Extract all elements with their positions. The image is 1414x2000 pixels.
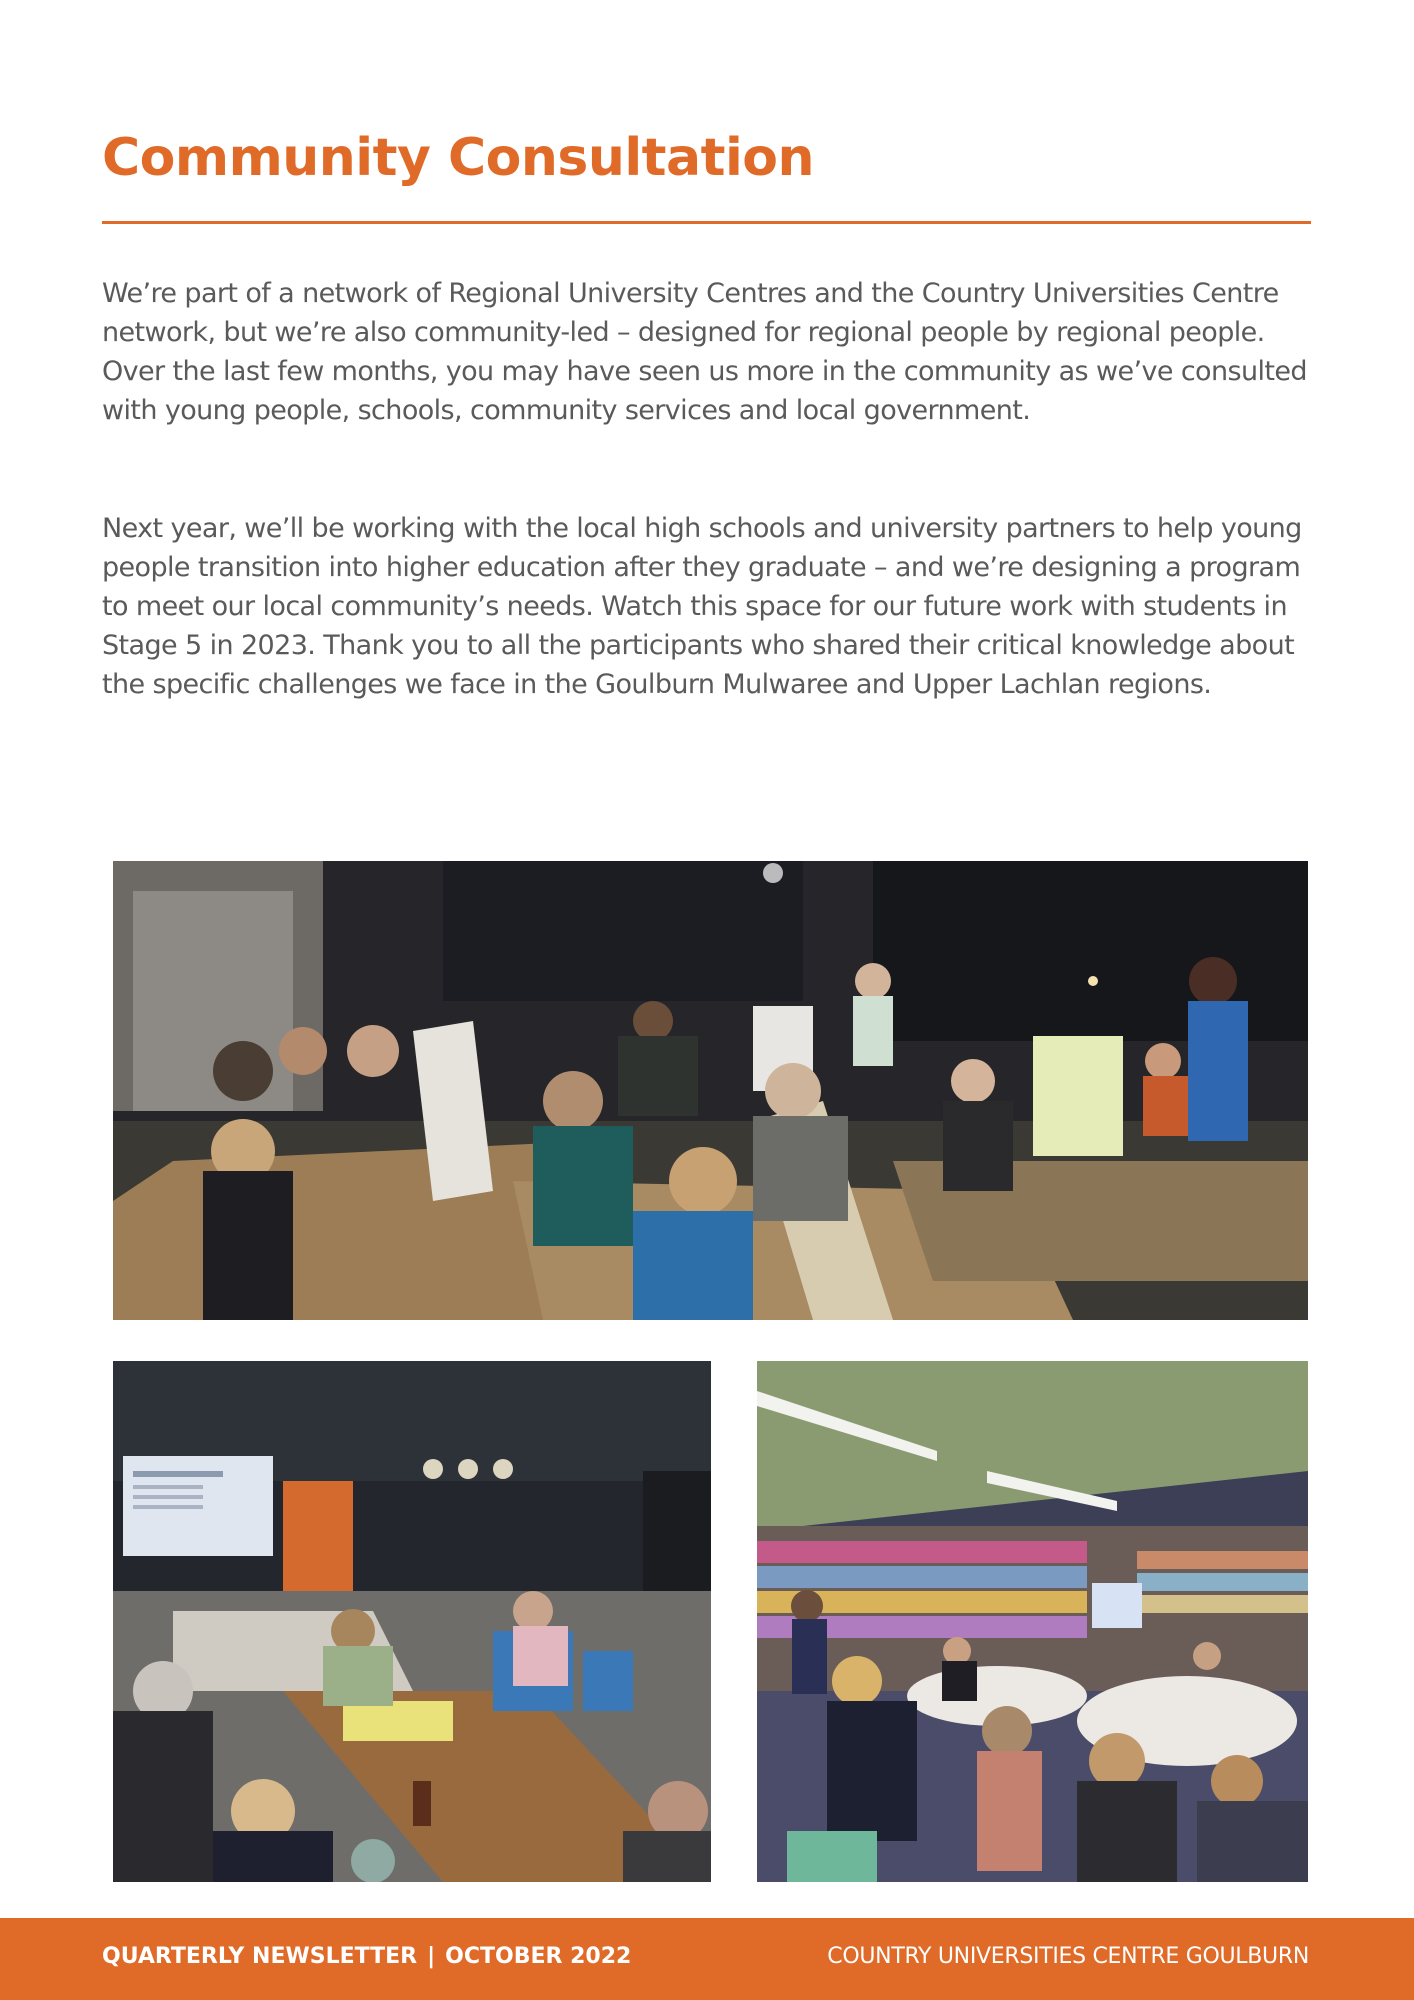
newsletter-issue-label [102, 1944, 631, 1969]
intro-paragraph: We’re part of a network of Regional University Centres and the Country Universities Centre network, but we’re also community-led – designed for regional people by regional people. Over the last few months, you may have seen us more in the community as we’ve consulted with young people, schools, community services and local government. [102, 278, 1307, 426]
consultation-library-image [757, 1361, 1308, 1882]
consultation-cafe-image [113, 861, 1308, 1320]
consultation-library-photo [757, 1361, 1308, 1882]
page-footer [0, 1918, 1414, 2000]
page-title: Community Consultation [102, 128, 815, 188]
publication-name: QUARTERLY NEWSLETTER [102, 1944, 418, 1969]
title-divider [102, 221, 1311, 224]
consultation-cafe-photo [113, 861, 1308, 1320]
program-paragraph: Next year, we’ll be working with the local high schools and university partners to help young people transition into higher education after they graduate – and we’re designing a program to meet our local community’s needs. Watch this space for our future work with students in Stage 5 in 2023. Thank you to all the participants who shared their critical knowledge about the specific challenges we face in the Goulburn Mulwaree and Upper Lachlan regions. [102, 513, 1302, 700]
consultation-presentation-image [113, 1361, 711, 1882]
consultation-presentation-photo [113, 1361, 711, 1882]
organisation-name: COUNTRY UNIVERSITIES CENTRE GOULBURN [827, 1944, 1309, 1969]
issue-date: OCTOBER 2022 [445, 1944, 632, 1969]
footer-separator: | [427, 1944, 436, 1969]
